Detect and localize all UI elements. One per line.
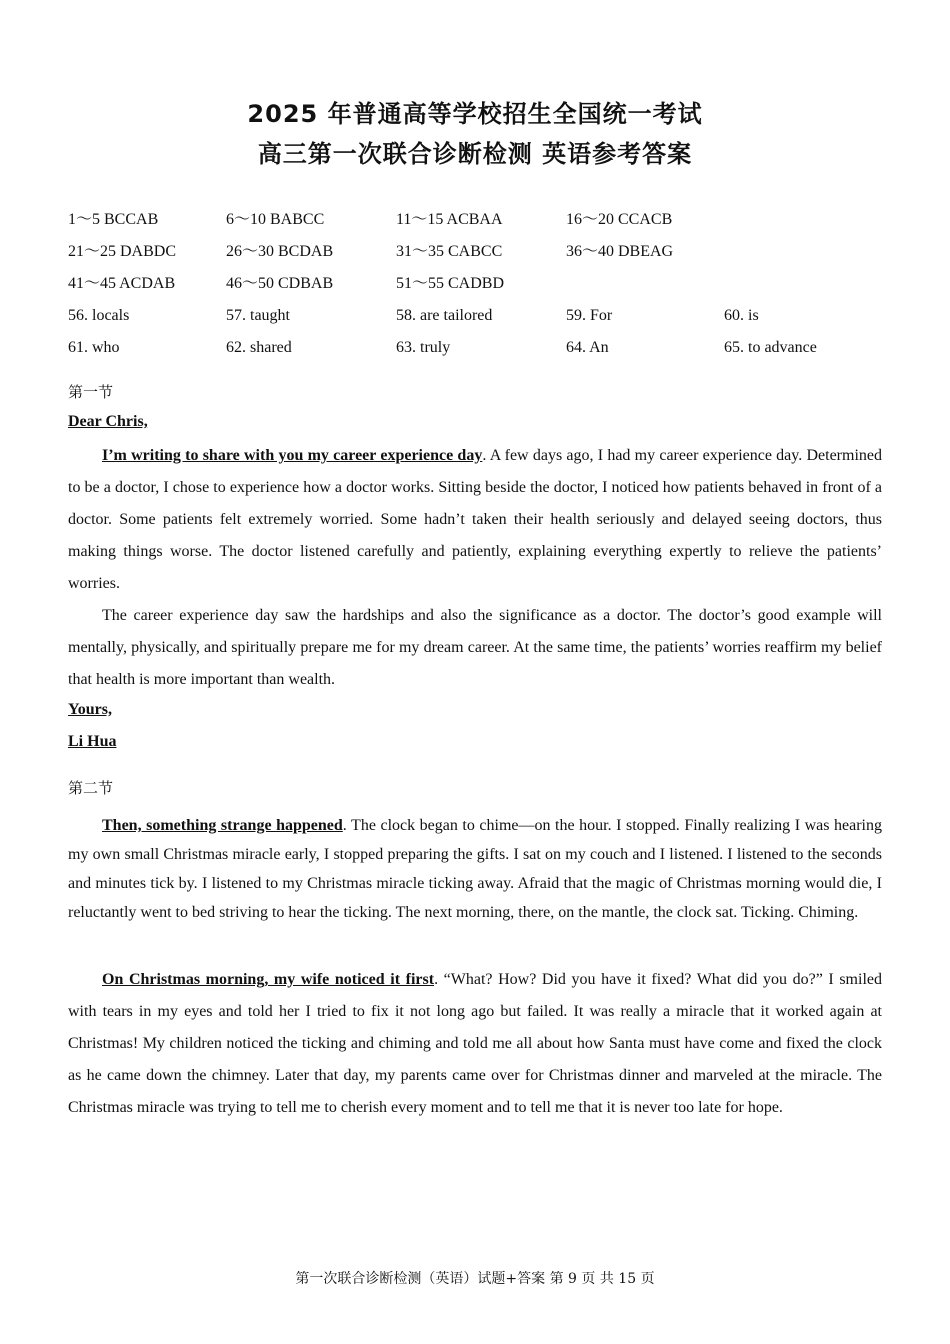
answer-cell: 21～25 DABDC bbox=[68, 243, 177, 260]
letter-closing: Yours, bbox=[68, 701, 113, 718]
answer-cell: 57. taught bbox=[226, 307, 290, 324]
exam-title: 2025 年普通高等学校招生全国统一考试 bbox=[247, 100, 703, 128]
answer-row bbox=[68, 270, 888, 302]
answer-cell: 41～45 ACDAB bbox=[68, 275, 176, 292]
answer-cell: 36～40 DBEAG bbox=[566, 243, 674, 260]
letter-signature: Li Hua bbox=[68, 733, 117, 750]
section2-paragraph-1-text: . The clock began to chime—on the hour. I stopped. Finally realizing I was hearing my own small Christmas miracle early, I stopped preparing the gifts. I sat on my couch and I listened. I listened to the seconds and minutes tick by. I listened to my Christmas miracle ticking away. Afraid that the magic of Christmas morning would die, I reluctantly went to bed striving to hear the ticking. The next morning, there, on the mantle, the clock sat. Ticking. Chiming. bbox=[68, 817, 883, 921]
section2-heading: 第二节 bbox=[68, 779, 114, 797]
answer-cell: 11～15 ACBAA bbox=[396, 211, 503, 228]
section2-paragraph-2 bbox=[68, 964, 882, 1124]
section1-paragraph-2: The career experience day saw the hardships and also the significance as a doctor. The doctor’s good example will mentally, physically, and spiritually prepare me for my dream career. At the same time, the patients’ worries reaffirm my belief that health is more important than wealth. bbox=[68, 607, 882, 688]
answer-cell: 64. An bbox=[566, 339, 609, 356]
answer-cell: 62. shared bbox=[226, 339, 292, 356]
answer-cell: 63. truly bbox=[396, 339, 451, 356]
answer-cell: 26～30 BCDAB bbox=[226, 243, 334, 260]
answer-cell: 1～5 BCCAB bbox=[68, 211, 159, 228]
answer-cell: 58. are tailored bbox=[396, 307, 493, 324]
section1-paragraph-1-text: . A few days ago, I had my career experience day. Determined to be a doctor, I chose to experience how a doctor works. Sitting beside the doctor, I noticed how patients behaved in front of a doctor. Some patients felt extremely worried. Some hadn’t taken their health seriously and delayed seeing doctors, thus making things worse. The doctor listened carefully and patiently, explaining everything expertly to relieve the patients’ worries. bbox=[68, 447, 883, 592]
section1-lead-sentence: I’m writing to share with you my career experience day bbox=[102, 447, 483, 464]
section2-lead-sentence-1: Then, something strange happened bbox=[102, 817, 343, 834]
answer-row bbox=[68, 206, 888, 238]
section2-paragraph-2-text: . “What? How? Did you have it fixed? What did you do?” I smiled with tears in my eyes and told her I tried to fix it not long ago but failed. It was really a miracle that it worked again at Christmas! My children noticed the ticking and chiming and told me all about how Santa must have come and fixed the clock as he came down the chimney. Later that day, my parents came over for Christmas dinner and marveled at the miracle. The Christmas miracle was trying to tell me to cherish every moment and to tell me that it is never too late for hope. bbox=[68, 971, 882, 1116]
section1-paragraph-1 bbox=[68, 440, 882, 600]
answer-cell: 56. locals bbox=[68, 307, 130, 324]
answer-grid bbox=[68, 206, 888, 366]
answer-cell: 59. For bbox=[566, 307, 613, 324]
answer-key-title: 高三第一次联合诊断检测 英语参考答案 bbox=[257, 140, 693, 168]
answer-cell: 16～20 CCACB bbox=[566, 211, 673, 228]
section1-heading: 第一节 bbox=[68, 383, 114, 401]
letter-salutation: Dear Chris, bbox=[68, 413, 148, 430]
answer-cell: 60. is bbox=[724, 307, 759, 324]
answer-cell: 51～55 CADBD bbox=[396, 275, 505, 292]
answer-cell: 6～10 BABCC bbox=[226, 211, 325, 228]
answer-row bbox=[68, 302, 888, 334]
section2-lead-sentence-2: On Christmas morning, my wife noticed it first bbox=[102, 971, 435, 988]
answer-row bbox=[68, 238, 888, 270]
answer-row bbox=[68, 334, 888, 366]
answer-cell: 46～50 CDBAB bbox=[226, 275, 334, 292]
answer-cell: 31～35 CABCC bbox=[396, 243, 503, 260]
answer-cell: 65. to advance bbox=[724, 339, 817, 356]
section2-paragraph-1 bbox=[68, 811, 882, 927]
page-footer: 第一次联合诊断检测（英语）试题+答案 第 9 页 共 15 页 bbox=[295, 1271, 655, 1287]
answer-cell: 61. who bbox=[68, 339, 120, 356]
